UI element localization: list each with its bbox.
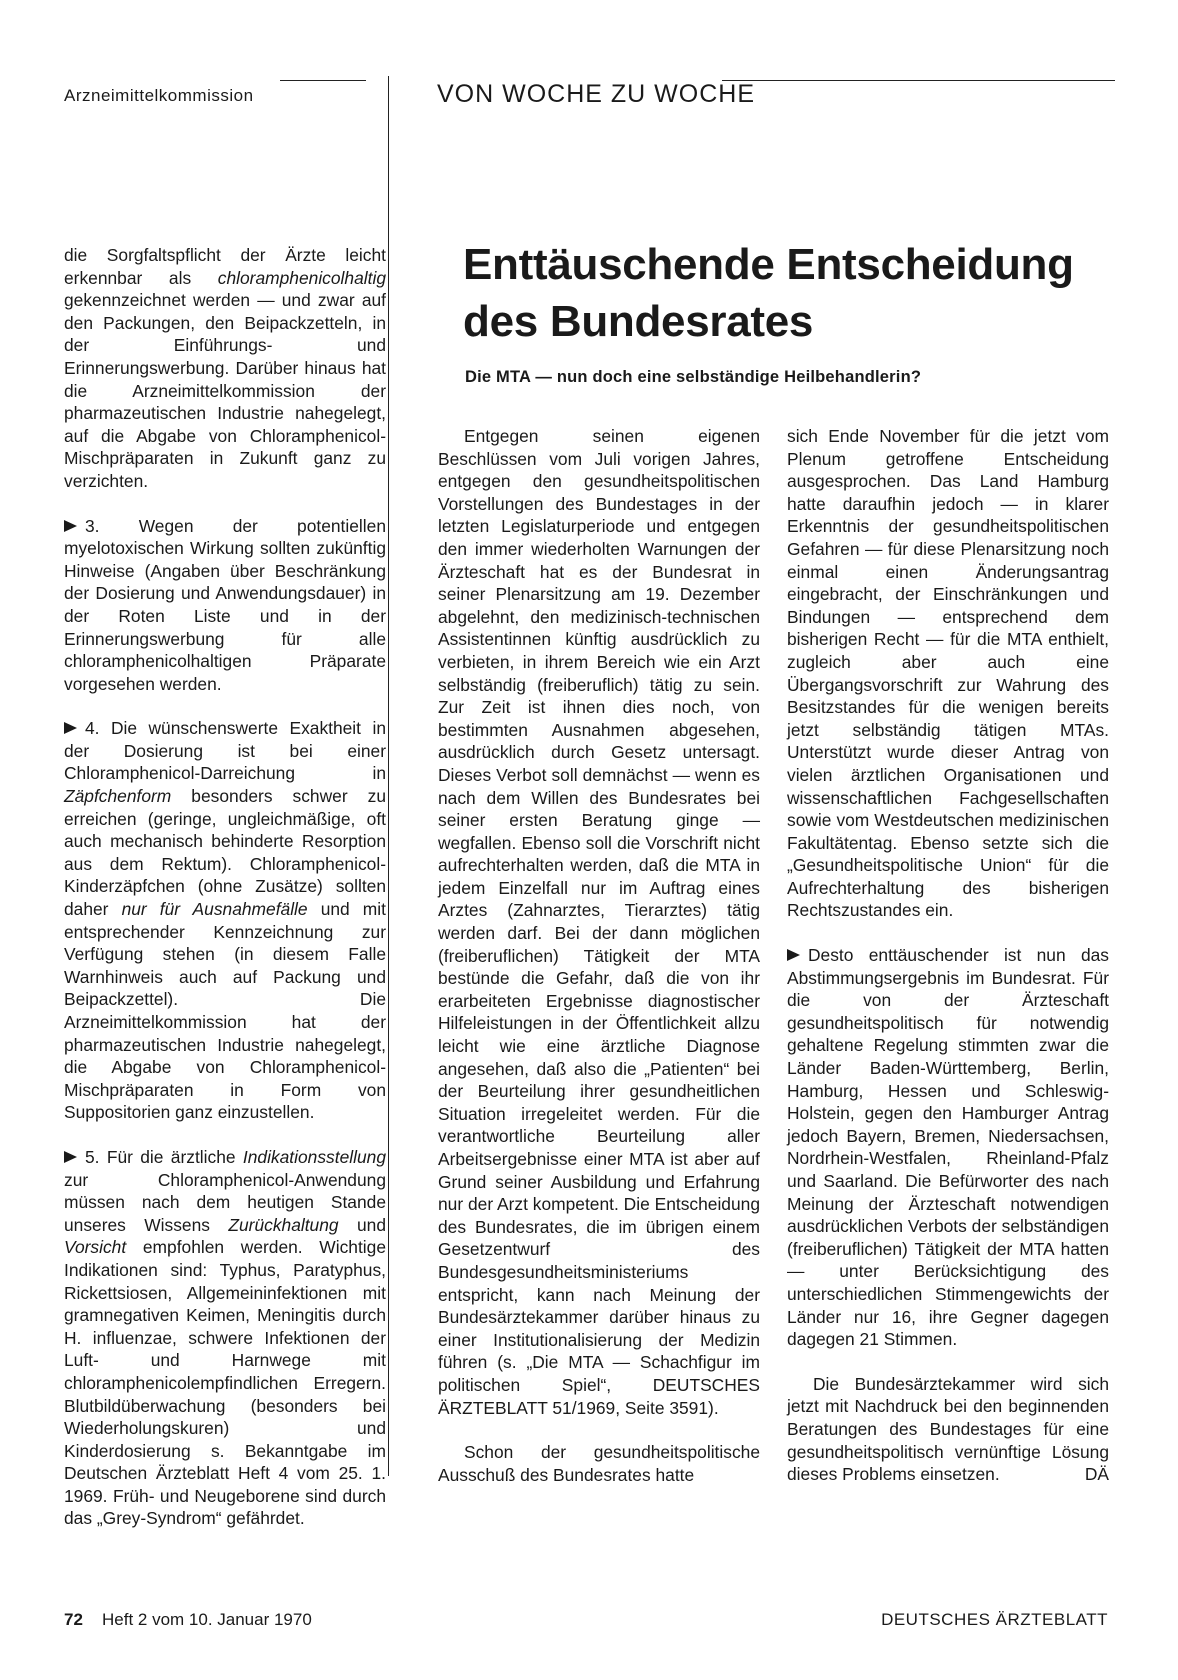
author-signature: DÄ	[1084, 1464, 1109, 1485]
left-paragraph-1: die Sorgfaltspflicht der Ärzte leicht erkennbar als chloramphenicolhaltig gekennzeichnet werden — und zwar auf den Packungen, den Beipackzetteln, in der Einführungs- und Erinnerungswerbung. Darüber hinaus hat die Arzneimittelkommission der pharmazeutischen Industrie nahegelegt, auf die Abgabe von Chloramphenicol-Mischpräparaten in Zukunft ganz zu verzichten.	[64, 245, 386, 491]
bullet-arrow-icon	[64, 520, 77, 532]
headline	[463, 236, 1123, 350]
issue-info: Heft 2 vom 10. Januar 1970	[102, 1610, 312, 1629]
article-paragraph-5: Die Bundesärztekammer wird sich jetzt mit Nachdruck bei den beginnenden Beratungen des Bundestages für eine gesundheitspolitisch vernünftige Lösung dieses Problems einsetzen. DÄ	[787, 1373, 1109, 1485]
headline-line-1: Enttäuschende Entscheidung	[463, 240, 1074, 289]
left-paragraph-4: 5. Für die ärztliche Indikationsstellung zur Chloramphenicol-Anwendung müssen nach dem heutigen Stande unseres Wissens Zurückhaltung und Vorsicht empfohlen werden. Wichtige Indikationen sind: Typhus, Paratyphus, Rickettsiosen, Allgemeininfektionen mit gramnegativen Keimen, Meningitis durch H. influenzae, schwere Infektionen der Luft- und Harnwege mit chloramphenicolempfindlichen Erregern. Blutbildüberwachung (besonders bei Wiederholungskuren) und Kinderdosierung s. Bekanntgabe im Deutschen Ärzteblatt Heft 4 vom 25. 1. 1969. Früh- und Neugeborene sind durch das „Grey-Syndrom“ gefährdet.	[64, 1146, 386, 1529]
article-column-2	[787, 425, 1109, 1486]
left-paragraph-3: 4. Die wünschenswerte Exaktheit in der Dosierung ist bei einer Chloramphenicol-Darreichung in Zäpfchenform besonders schwer zu erreichen (geringe, ungleichmäßige, oft auch mechanisch behinderte Resorption aus dem Rektum). Chloramphenicol-Kinderzäpfchen (ohne Zusätze) sollten daher nur für Ausnahmefälle und mit entsprechender Kennzeichnung zur Verfügung stehen (in diesem Falle Warnhinweis auch auf Packung und Beipackzettel). Die Arzneimittelkommission hat der pharmazeutischen Industrie nahegelegt, die Abgabe von Chloramphenicol-Mischpräparaten in Form von Suppositorien ganz einzustellen.	[64, 718, 386, 1123]
page-number: 72	[64, 1610, 83, 1629]
bullet-arrow-icon	[787, 949, 800, 961]
left-column	[64, 244, 386, 1530]
article-paragraph-1: Entgegen seinen eigenen Beschlüssen vom Juli vorigen Jahres, entgegen den gesundheitspolitischen Vorstellungen des Bundestages in der letzten Legislaturperiode und entgegen den immer wiederholten Warnungen der Ärzteschaft hat es der Bundesrat in seiner Plenarsitzung am 19. Dezember abgelehnt, den medizinisch-technischen Assistentinnen künftig ausdrücklich zu verbieten, in ihrem Bereich wie ein Arzt selbständig (freiberuflich) tätig zu sein. Zur Zeit ist ihnen dies noch, von bestimmten Ausnahmen abgesehen, ausdrücklich durch Gesetz untersagt. Dieses Verbot soll demnächst — wenn es nach dem Willen des Bundesrates bei seiner ersten Beratung ginge — wegfallen. Ebenso soll die Vorschrift nicht aufrechterhalten werden, daß die MTA in jedem Einzelfall nur im Auftrag eines Arztes (Zahnarztes, Tierarztes) tätig werden darf. Bei der dann möglichen (freiberuflichen) Tätigkeit der MTA bestünde die Gefahr, daß die von ihr erarbeiteten Ergebnisse diagnostischer Hilfeleistungen in der Öffentlichkeit allzu leicht wie eine ärztliche Diagnose angesehen, daß also die „Patienten“ bei der Beurteilung ihrer gesundheitlichen Situation irregeleitet werden. Für die verantwortliche Beurteilung aller Arbeitsergebnisse einer MTA ist aber auf Grund seiner Ausbildung und Erfahrung nur der Arzt kompetent. Die Entscheidung des Bundesrates, die im übrigen einem Gesetzentwurf des Bundesgesundheitsministeriums entspricht, kann nach Meinung der Bundesärztekammer darüber hinaus zu einer Institutionalisierung der Medizin führen (s. „Die MTA — Schachfigur im politischen Spiel“, DEUTSCHES ÄRZTEBLATT 51/1969, Seite 3591).	[438, 426, 760, 1418]
header-rule-right	[722, 80, 1115, 81]
section-label-left: Arzneimittelkommission	[64, 86, 254, 105]
subheadline: Die MTA — nun doch eine selbständige Heilbehandlerin?	[465, 368, 922, 386]
bullet-arrow-icon	[64, 722, 77, 734]
article-column-1	[438, 425, 760, 1486]
section-label-right: VON WOCHE ZU WOCHE	[437, 80, 755, 108]
column-divider	[388, 76, 389, 1476]
left-paragraph-2: 3. Wegen der potentiellen myelotoxischen Wirkung sollten zukünftig Hinweise (Angaben über Beschränkung der Dosierung und Anwendungsdauer) in der Roten Liste und in der Erinnerungswerbung für alle chloramphenicolhaltigen Präparate vorgesehen werden.	[64, 515, 386, 694]
article-paragraph-2: Schon der gesundheitspolitische Ausschuß des Bundesrates hatte	[438, 1442, 760, 1485]
journal-name: DEUTSCHES ÄRZTEBLATT	[881, 1610, 1108, 1629]
article-paragraph-3: sich Ende November für die jetzt vom Plenum getroffene Entscheidung ausgesprochen. Das Land Hamburg hatte daraufhin jedoch — in klarer Erkenntnis der gesundheitspolitischen Gefahren — für diese Plenarsitzung noch einmal einen Änderungsantrag eingebracht, der Einschränkungen und Bindungen — entsprechend dem bisherigen Recht — für die MTA enthielt, zugleich aber auch eine Übergangsvorschrift zur Wahrung des Besitzstandes für die wenigen bereits jetzt selbständig tätigen MTAs. Unterstützt wurde dieser Antrag von vielen ärztlichen Organisationen und wissenschaftlichen Fachgesellschaften sowie vom Westdeutschen medizinischen Fakultätentag. Ebenso setzte sich die „Gesundheitspolitische Union“ für die Aufrechterhaltung des bisherigen Rechtszustandes ein.	[787, 426, 1109, 921]
headline-line-2: des Bundesrates	[463, 297, 814, 346]
bullet-arrow-icon	[64, 1151, 77, 1163]
emphasis: chloramphenicolhaltig	[217, 267, 386, 288]
article-paragraph-4: Desto enttäuschender ist nun das Abstimmungsergebnis im Bundesrat. Für die von der Ärzteschaft gesundheitspolitisch für notwendig gehaltene Regelung stimmten zwar die Länder Baden-Württemberg, Berlin, Hamburg, Hessen und Schleswig-Holstein, gegen den Hamburger Antrag jedoch Bayern, Bremen, Niedersachsen, Nordrhein-Westfalen, Rheinland-Pfalz und Saarland. Die Befürworter des nach Meinung der Ärzteschaft notwendigen ausdrücklichen Verbots der selbständigen (freiberuflichen) Tätigkeit der MTA hatten — unter Berücksichtigung des unterschiedlichen Stimmengewichts der Länder nur 16, ihre Gegner dagegen dagegen 21 Stimmen.	[787, 945, 1109, 1350]
header-rule-left	[280, 80, 366, 81]
